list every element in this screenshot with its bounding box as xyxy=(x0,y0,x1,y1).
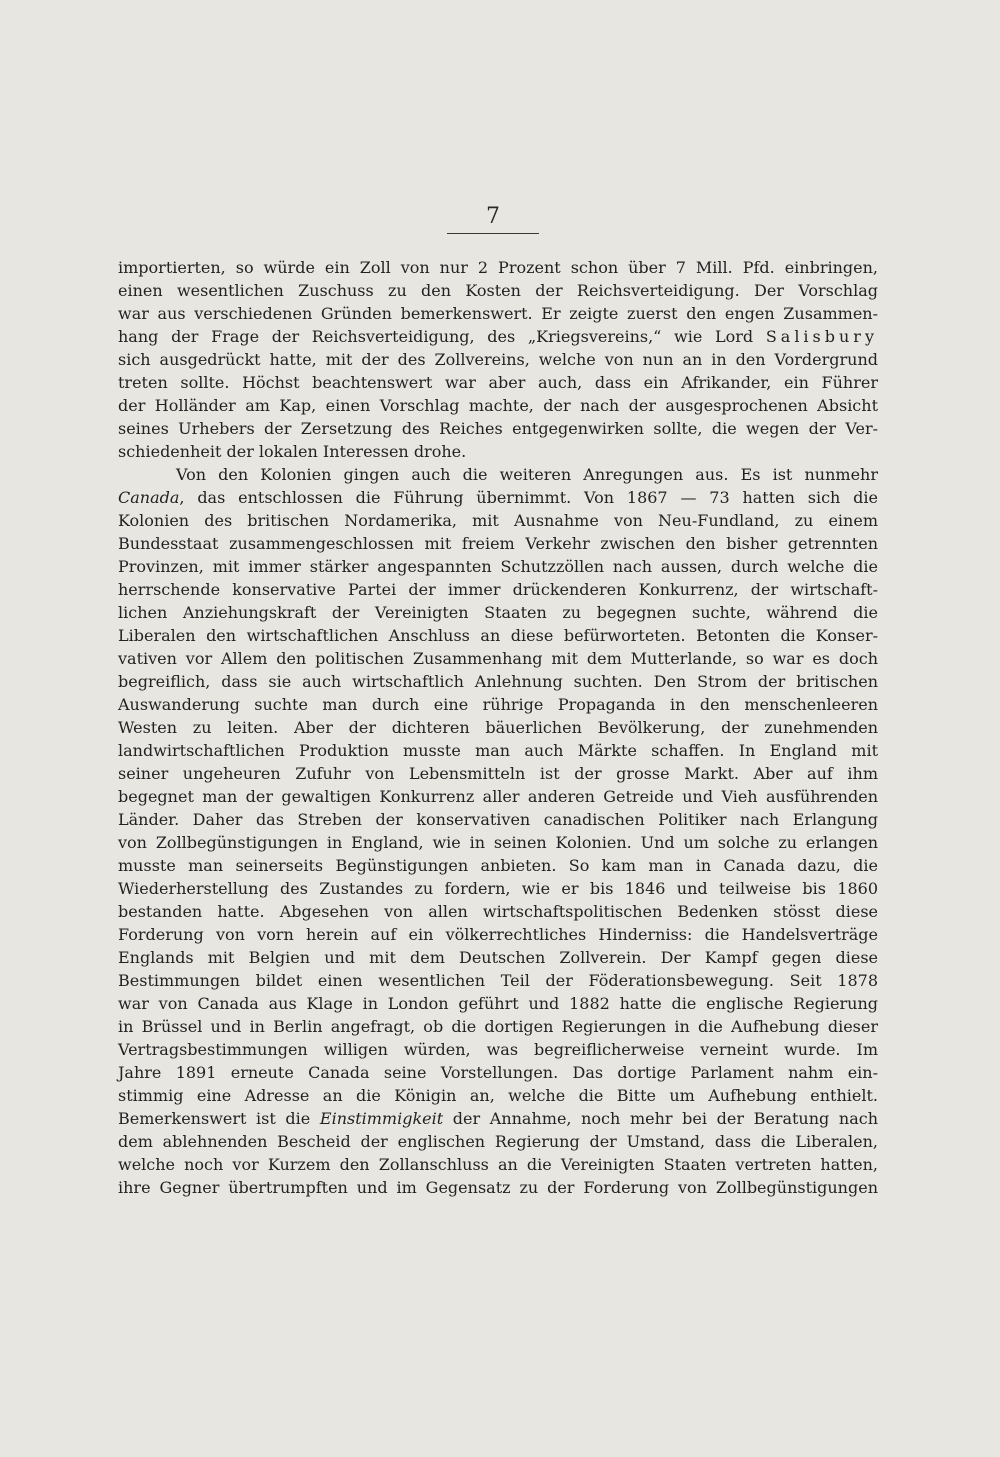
emphasized-text: Einstimmigkeit xyxy=(319,1109,444,1128)
line-segment: , das entschlossen die Führung übernimmt. Von 1867 — 73 hatten sich die xyxy=(179,488,878,507)
page-number: 7 xyxy=(486,204,500,229)
text-line: vativen vor Allem den politischen Zusammenhang mit dem Mutterlande, so war es doch xyxy=(118,649,878,668)
text-line: begegnet man der gewaltigen Konkurrenz aller anderen Getreide und Vieh ausführenden xyxy=(118,787,878,806)
text-line: Forderung von vorn herein auf ein völkerrechtliches Hinderniss: die Handelsverträge xyxy=(118,925,878,944)
text-line: stimmig eine Adresse an die Königin an, welche die Bitte um Aufhebung enthielt. xyxy=(118,1086,878,1105)
text-line: Länder. Daher das Streben der konservativen canadischen Politiker nach Erlangung xyxy=(118,810,878,829)
text-line: in Brüssel und in Berlin angefragt, ob die dortigen Regierungen in die Aufhebung dieser xyxy=(118,1017,878,1036)
text-line: Vertragsbestimmungen willigen würden, was begreiflicherweise verneint wurde. Im xyxy=(118,1040,878,1059)
text-line: sich ausgedrückt hatte, mit der des Zollvereins, welche von nun an in den Vordergrund xyxy=(118,350,878,369)
text-line: Wiederherstellung des Zustandes zu fordern, wie er bis 1846 und teilweise bis 1860 xyxy=(118,879,878,898)
text-line: bestanden hatte. Abgesehen von allen wirtschaftspolitischen Bedenken stösst diese xyxy=(118,902,878,921)
text-line: war von Canada aus Klage in London geführt und 1882 hatte die englische Regierung xyxy=(118,994,878,1013)
text-line: einen wesentlichen Zuschuss zu den Kosten der Reichsverteidigung. Der Vorschlag xyxy=(118,281,878,300)
text-line: war aus verschiedenen Gründen bemerkenswert. Er zeigte zuerst den engen Zusammen- xyxy=(118,304,878,323)
text-line: seines Urhebers der Zersetzung des Reiches entgegenwirken sollte, die wegen der Ver- xyxy=(118,419,878,438)
text-line xyxy=(118,1107,878,1130)
line-segment: Bemerkenswert ist die xyxy=(118,1109,320,1128)
text-line: von Zollbegünstigungen in England, wie in seinen Kolonien. Und um solche zu erlangen xyxy=(118,833,878,852)
text-line: lichen Anziehungskraft der Vereinigten Staaten zu begegnen suchte, während die xyxy=(118,603,878,622)
text-line: Bestimmungen bildet einen wesentlichen Teil der Föderationsbewegung. Seit 1878 xyxy=(118,971,878,990)
spaced-name: Salisbury xyxy=(765,327,878,346)
emphasized-text: Canada xyxy=(118,488,180,507)
text-line: Liberalen den wirtschaftlichen Anschluss an diese befürworteten. Betonten die Konser- xyxy=(118,626,878,645)
text-line: begreiflich, dass sie auch wirtschaftlich Anlehnung suchten. Den Strom der britischen xyxy=(118,672,878,691)
text-line: schiedenheit der lokalen Interessen drohe. xyxy=(118,442,467,461)
text-line: Kolonien des britischen Nordamerika, mit Ausnahme von Neu-Fundland, zu einem xyxy=(118,511,878,530)
text-line: Bundesstaat zusammengeschlossen mit freiem Verkehr zwischen den bisher getrennten xyxy=(118,534,878,553)
text-line: seiner ungeheuren Zufuhr von Lebensmitteln ist der grosse Markt. Aber auf ihm xyxy=(118,764,878,783)
text-line: welche noch vor Kurzem den Zollanschluss an die Vereinigten Staaten vertreten hatten, xyxy=(118,1155,878,1174)
text-line xyxy=(118,486,878,509)
text-line: dem ablehnenden Bescheid der englischen Regierung der Umstand, dass die Liberalen, xyxy=(118,1132,878,1151)
text-line: der Holländer am Kap, einen Vorschlag machte, der nach der ausgesprochenen Absicht xyxy=(118,396,878,415)
text-line: landwirtschaftlichen Produktion musste man auch Märkte schaffen. In England mit xyxy=(118,741,878,760)
text-line: herrschende konservative Partei der immer drückenderen Konkurrenz, der wirtschaft- xyxy=(118,580,878,599)
text-line: Westen zu leiten. Aber der dichteren bäuerlichen Bevölkerung, der zunehmenden xyxy=(118,718,878,737)
body-text xyxy=(118,256,878,1199)
page-number-rule xyxy=(447,233,539,234)
text-line xyxy=(118,325,878,348)
text-line: Auswanderung suchte man durch eine rührige Propaganda in den menschenleeren xyxy=(118,695,878,714)
text-line: Von den Kolonien gingen auch die weiteren Anregungen aus. Es ist nunmehr xyxy=(176,465,878,484)
text-line: importierten, so würde ein Zoll von nur 2 Prozent schon über 7 Mill. Pfd. einbringen, xyxy=(118,258,878,277)
text-line: treten sollte. Höchst beachtenswert war aber auch, dass ein Afrikander, ein Führer xyxy=(118,373,878,392)
text-line: ihre Gegner übertrumpften und im Gegensatz zu der Forderung von Zollbegünstigungen xyxy=(118,1178,878,1197)
text-line: Englands mit Belgien und mit dem Deutschen Zollverein. Der Kampf gegen diese xyxy=(118,948,878,967)
text-line: Provinzen, mit immer stärker angespannten Schutzzöllen nach aussen, durch welche die xyxy=(118,557,878,576)
text-line: musste man seinerseits Begünstigungen anbieten. So kam man in Canada dazu, die xyxy=(118,856,878,875)
text-line: Jahre 1891 erneute Canada seine Vorstellungen. Das dortige Parlament nahm ein- xyxy=(118,1063,878,1082)
line-segment: der Annahme, noch mehr bei der Beratung nach xyxy=(443,1109,879,1128)
line-segment: hang der Frage der Reichsverteidigung, des „Kriegsvereins,“ wie Lord xyxy=(118,327,766,346)
